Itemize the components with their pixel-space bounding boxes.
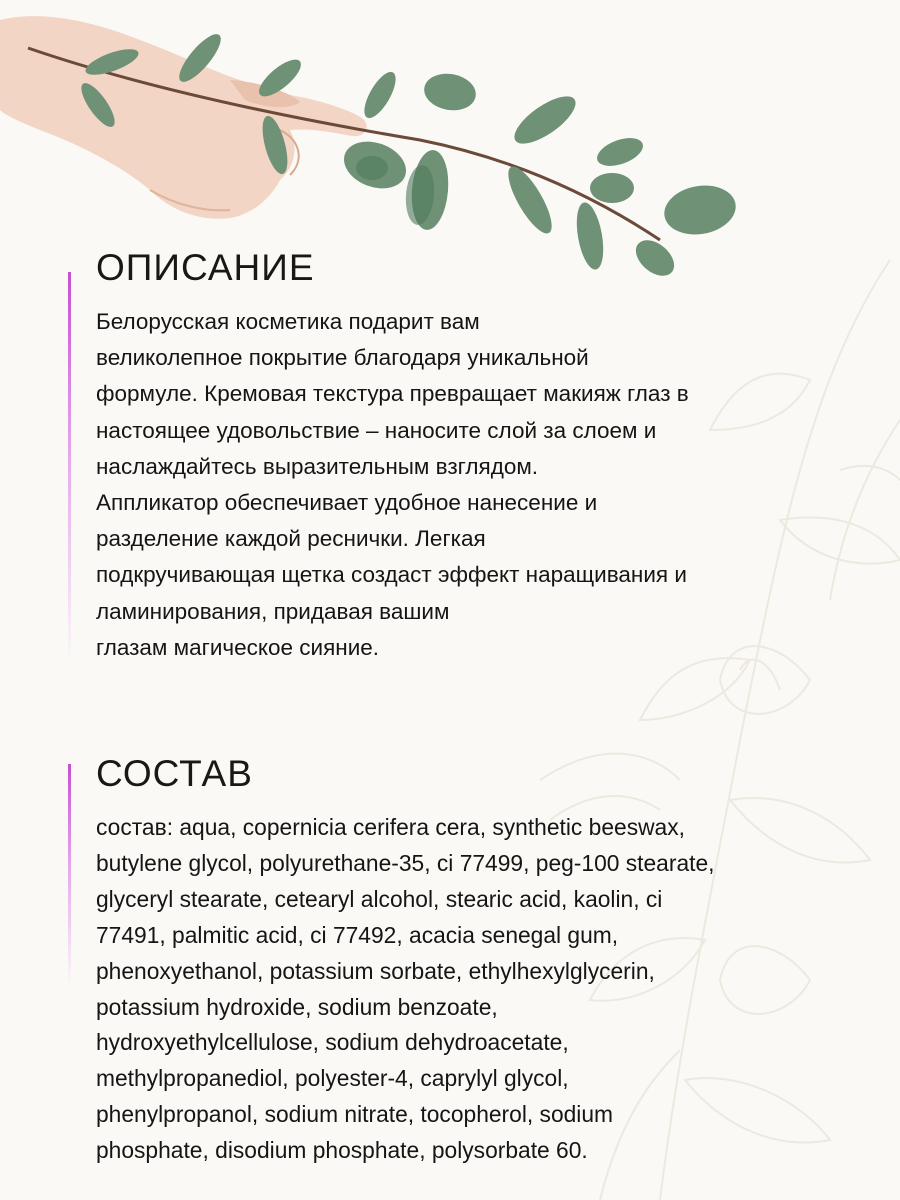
description-accent-bar [68, 272, 71, 662]
composition-section [96, 752, 836, 1169]
composition-text: состав: aqua, copernicia cerifera cera, synthetic beeswax, butylene glycol, polyurethane-35, ci 77499, peg-100 stearate, glyceryl stearate, cetearyl alcohol, stearic acid, kaolin, ci 77491, palmitic acid, ci 77492, acacia senegal gum, phenoxyethanol, potassium sorbate, ethylhexylglycerin, potassium hydroxide, sodium benzoate, hydroxyethylcellulose, sodium dehydroacetate, methylpropanediol, polyester-4, caprylyl glycol, phenylpropanol, sodium nitrate, tocopherol, sodium phosphate, disodium phosphate, polysorbate 60. [96, 814, 715, 1164]
description-text: Белорусская косметика подарит вам великолепное покрытие благодаря уникальной формуле. Кремовая текстура превращает макияж глаз в настоящее удовольствие – наносите слой за слоем и наслаждайтесь выразительным взглядом. Аппликатор обеспечивает удобное нанесение и разделение каждой реснички. Легкая подкручивающая щетка создаст эффект наращивания и ламинирования, придавая вашим глазам магическое сияние. [96, 309, 689, 660]
description-title: ОПИСАНИЕ [96, 247, 315, 288]
composition-accent-bar [68, 764, 71, 984]
composition-title: СОСТАВ [96, 753, 253, 794]
description-section [96, 246, 836, 666]
